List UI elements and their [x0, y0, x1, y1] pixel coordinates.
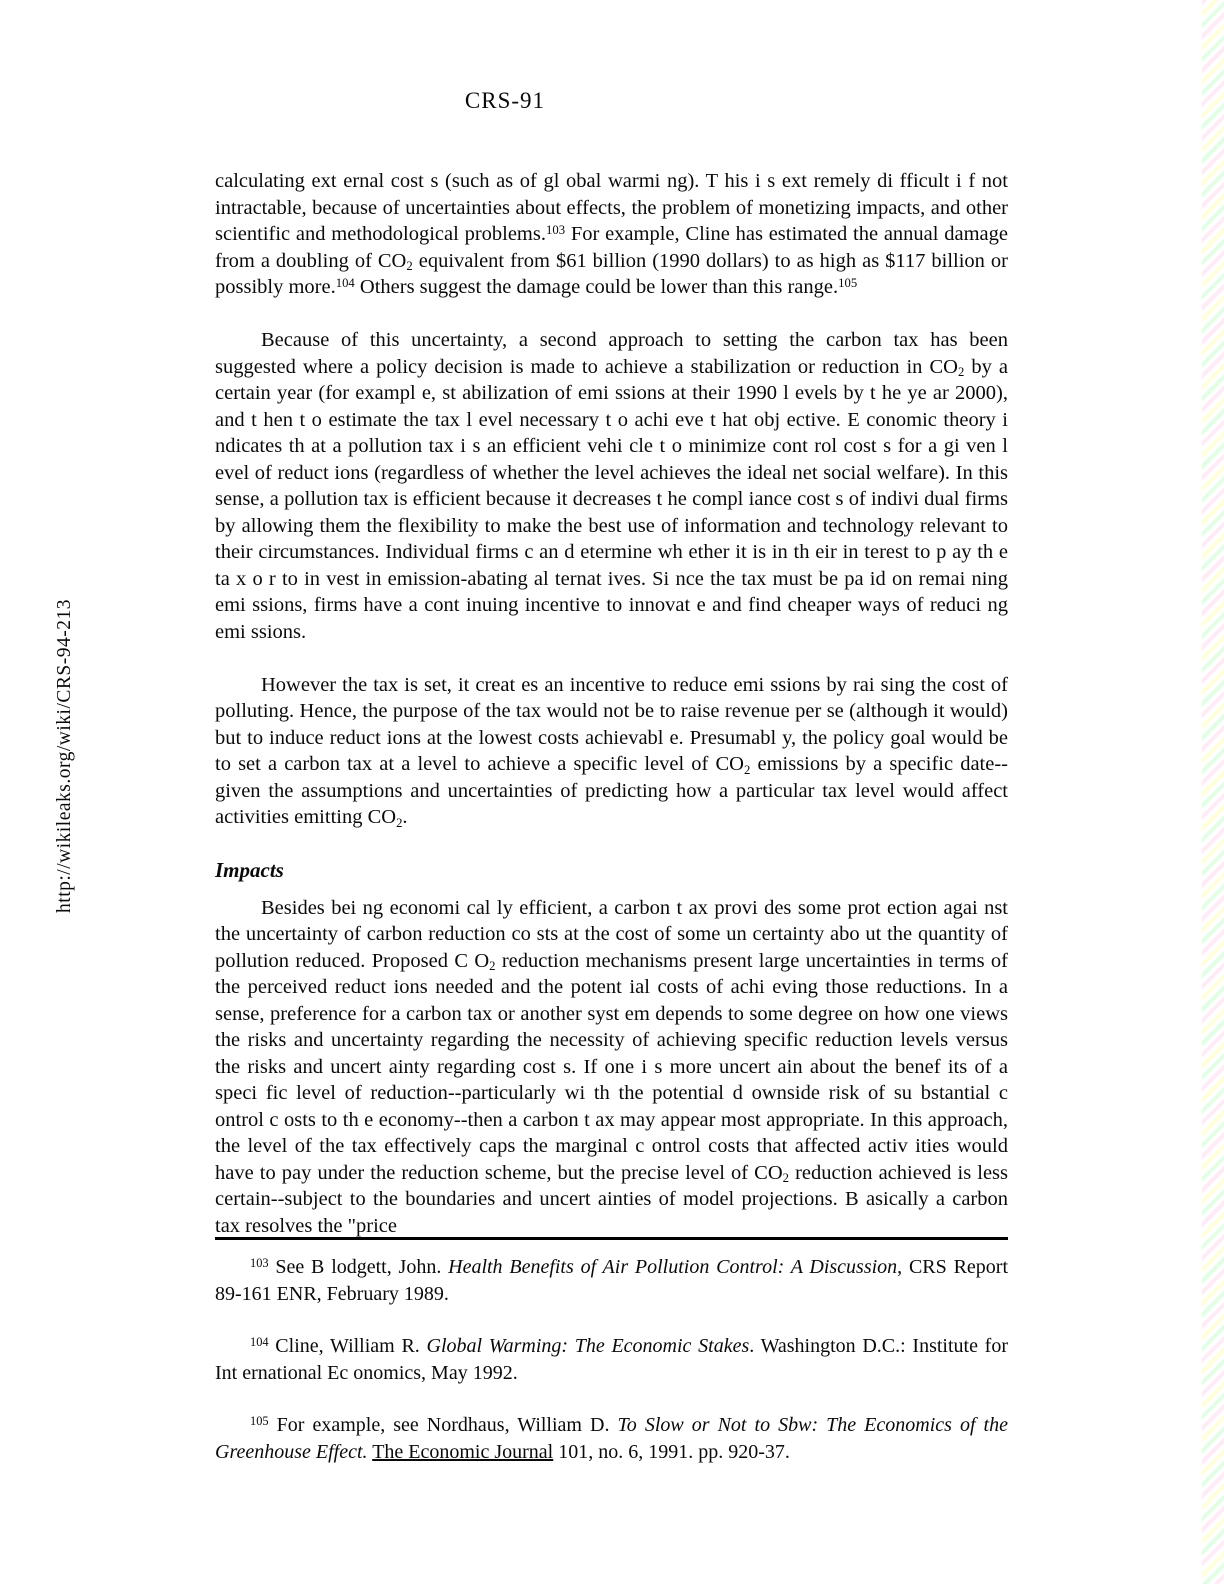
footnote-ref: 104 [335, 275, 355, 290]
text-run: equivalent from $61 billion (1990 dollars) to as high as $117 billion or possibly more. [215, 249, 1008, 298]
footnote [215, 1412, 1008, 1466]
footnote-ref: 103 [546, 222, 566, 237]
text-run: , CRS Report 89-161 ENR, February 1989. [215, 1256, 1008, 1305]
text-run: . [402, 806, 408, 828]
footnote [215, 1254, 1008, 1308]
text-run: calculating ext ernal cost s (such as of gl obal warmi ng). T his i s ext remely di fficult i f not intractable, because of uncertainties about effects, the problem of monetizing impacts, and other scientific and methodological problems. [215, 170, 1008, 245]
text-run: by a certain year (for exampl e, st abilization of emi ssions at their 1990 l evels by t he ye ar 2000), and t hen t o estimate the tax l evel necessary t o achi eve t hat obj ective. E conomic theory i ndicates th at a pollution tax i s an efficient vehi cle t o minimize cont rol cost s for a gi ven l evel of reduct ions (regardless of whether the level achieves the ideal net social welfare). In this sense, a pollution tax is efficient because it decreases t he compl iance cost s of indivi dual firms by allowing them the flexibility to make the best use of information and technology relevant to their circumstances. Individual firms c an d etermine wh ether it is in th eir in terest to p ay th e ta x o r to in vest in emission-abating al ternat ives. Si nce the tax must be pa id on remai ning emi ssions, firms have a cont inuing incentive to innovat e and find cheaper ways of reduci ng emi ssions. [215, 355, 1008, 643]
wikileaks-url-vertical: http://wikileaks.org/wiki/CRS-94-213 [54, 599, 75, 913]
text-run: See B lodgett, John. [268, 1256, 449, 1278]
page-header: CRS-91 [464, 88, 546, 113]
text-run: Because of this uncertainty, a second approach to setting the carbon tax has been suggested where a policy decision is made to achieve a stabilization or reduction in CO [215, 329, 1008, 378]
text-run: . Washington D.C.: Institute for Int ernational Ec onomics, May 1992. [215, 1335, 1008, 1384]
body-paragraph [215, 327, 1008, 645]
subscript: 2 [396, 815, 403, 830]
section-heading: Impacts [215, 858, 284, 882]
text-run: Besides bei ng economi cal ly efficient, a carbon t ax provi des some prot ection agai nst the uncertainty of carbon reduction co sts at the cost of some un certainty abo ut the quantity of pollution reduced. Proposed C O [215, 896, 1008, 972]
text-run: 101, no. 6, 1991. pp. 920-37. [553, 1441, 790, 1463]
text-run: The Economic Journal [372, 1441, 554, 1463]
text-run: To Slow or Not to Sbw: The Economics of the Greenhouse Effect. [215, 1414, 1008, 1463]
subscript: 2 [406, 259, 413, 274]
subscript: 2 [489, 959, 496, 974]
text-run: Cline, William R. [268, 1335, 427, 1357]
text-run: For example, see Nordhaus, William D. [268, 1414, 618, 1436]
text-run: Others suggest the damage could be lower than this range. [354, 276, 839, 298]
footnotes-section [215, 1237, 1008, 1491]
footnote-number: 104 [250, 1334, 269, 1349]
right-edge-watermark [1202, 0, 1224, 1584]
footnote [215, 1333, 1008, 1387]
footnote-list [215, 1254, 1008, 1466]
body-paragraph [215, 895, 1008, 1240]
subscript: 2 [957, 365, 965, 380]
text-run: For example, Cline has estimated the annual damage from a doubling of CO [215, 223, 1008, 272]
subscript: 2 [743, 762, 751, 777]
body-paragraph [215, 672, 1008, 831]
text-run: However the tax is set, it creat es an incentive to reduce emi ssions by rai sing the cost of polluting. Hence, the purpose of the tax would not be to raise revenue per se (although it would) but to induce reduct ions at the lowest costs achievabl e. Presumabl y, the policy goal would be to set a carbon tax at a level to achieve a specific level of CO [215, 673, 1008, 775]
footnote-separator [215, 1237, 1008, 1240]
footnote-ref: 105 [838, 275, 858, 290]
text-run: Health Benefits of Air Pollution Control: A Discussion [448, 1256, 898, 1278]
text-run: Global Warming: The Economic Stakes [426, 1335, 750, 1357]
text-run: emissions by a specific date--given the assumptions and uncertainties of predicting how a particular tax level would affect activities emitting CO [215, 753, 1009, 828]
text-run: reduction achieved is less certain--subject to the boundaries and uncert ainties of model projections. B asically a carbon tax resolves the "price [215, 1161, 1009, 1237]
footnote-number: 103 [250, 1255, 269, 1270]
footnote-number: 105 [250, 1413, 269, 1428]
subscript: 2 [782, 1171, 789, 1186]
body-paragraph [215, 168, 1008, 301]
text-run: reduction mechanisms present large uncertainties in terms of the perceived reduct ions needed and the potent ial costs of achi eving those reductions. In a sense, preference for a carbon tax or another syst em depends to some degree on how one views the risks and uncertainty regarding the necessity of achieving specific reduction levels versus the risks and uncert ainty regarding cost s. If one i s more uncert ain about the benef its of a speci fic level of reduction--particularly wi th the potential d ownside risk of su bstantial c ontrol c osts to th e economy--then a carbon t ax may appear most appropriate. In this approach, the level of the tax effectively caps the marginal c ontrol costs that affected activ ities would have to pay under the reduction scheme, but the precise level of CO [215, 949, 1008, 1184]
document-body [215, 168, 1008, 1266]
